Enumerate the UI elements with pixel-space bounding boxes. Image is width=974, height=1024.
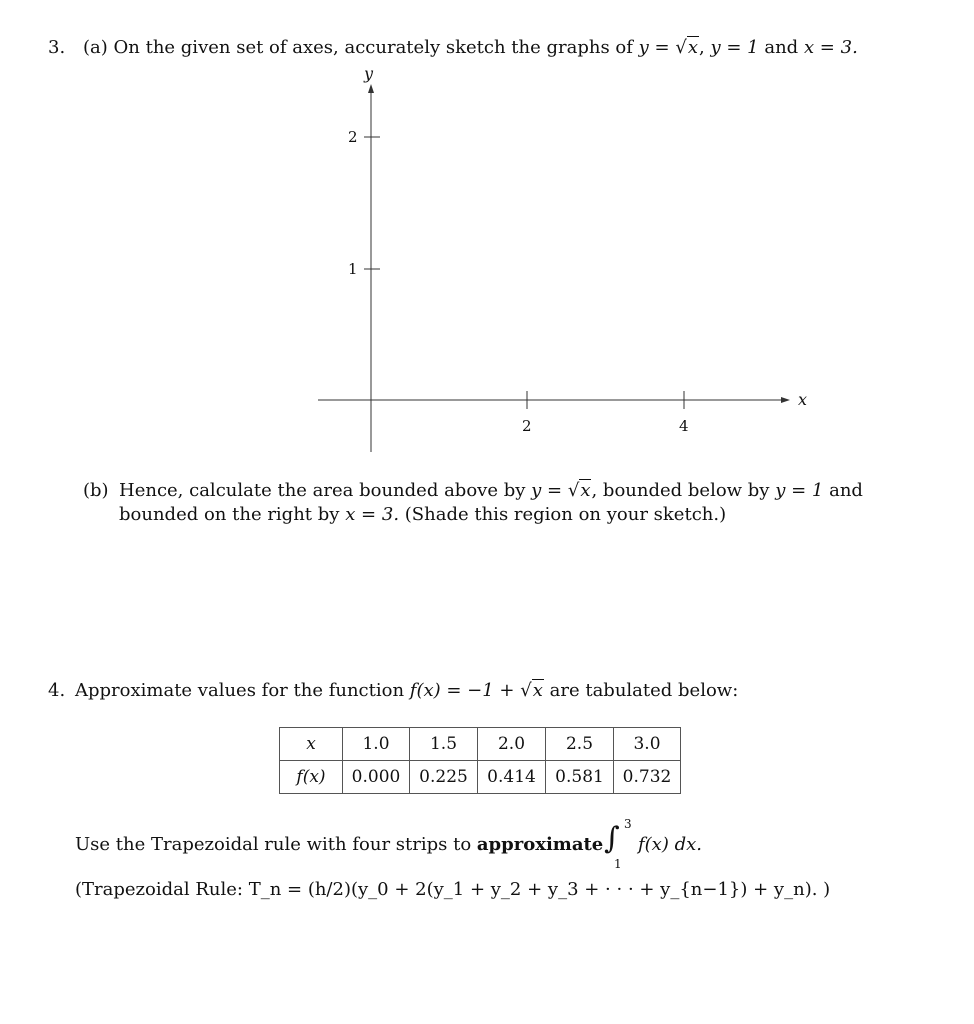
q4-intro-text: Approximate values for the function <box>75 680 405 701</box>
q3-eq1-rhs: x <box>687 37 698 58</box>
y-axis-arrow <box>368 84 374 93</box>
q4-instruction-text: Use the Trapezoidal rule with four strips to <box>75 834 472 855</box>
q4-number: 4. <box>48 680 66 701</box>
q3-part-b-line1: Hence, calculate the area bounded above by y = √x, bounded below by y = 1 and <box>119 480 863 501</box>
x-tick-label-2: 2 <box>522 417 532 435</box>
q3-b-eq1-rhs: x <box>580 480 591 501</box>
table-cell: 2.0 <box>478 728 546 761</box>
y-tick-label-2: 2 <box>348 128 358 146</box>
q3-number: 3. <box>48 37 66 58</box>
x-tick-label-4: 4 <box>679 417 689 435</box>
sketch-axes <box>0 0 974 470</box>
sqrt-expression: √x <box>675 37 698 58</box>
x-axis-label: x <box>798 390 808 409</box>
table-cell: 3.0 <box>614 728 681 761</box>
table-cell: 0.414 <box>478 761 546 794</box>
integrand: f(x) dx. <box>638 834 702 855</box>
q3-b-eq2: y = 1 <box>775 480 824 501</box>
q4-intro-text-2: are tabulated below: <box>549 680 739 701</box>
y-tick-label-1: 1 <box>348 260 358 278</box>
integral-lower-limit: 1 <box>614 857 622 871</box>
table-cell: 0.000 <box>343 761 410 794</box>
q3-b-eq1-lhs: y <box>531 480 542 501</box>
integral-sign: ∫ <box>604 821 620 856</box>
table-header-f: f(x) <box>280 761 343 794</box>
table-row-x <box>280 728 681 761</box>
x-axis-arrow <box>781 397 790 403</box>
q3-b-and: and <box>829 480 863 501</box>
q4-instruction-bold: approximate <box>476 834 604 855</box>
table-cell: 2.5 <box>546 728 614 761</box>
q4-sqrt-var: x <box>532 680 543 701</box>
q3-eq1-lhs: y <box>638 37 649 58</box>
q3-part-b-label: (b) <box>83 480 109 501</box>
q3-eq3: x = 3. <box>803 37 858 58</box>
q3-part-a-line: (a) On the given set of axes, accurately sketch the graphs of y = √x, y = 1 and x = 3. <box>83 37 858 58</box>
table-cell: 1.0 <box>343 728 410 761</box>
sqrt-expression: √x <box>520 680 543 701</box>
q3-and: and <box>764 37 799 58</box>
table-header-x: x <box>280 728 343 761</box>
q3-part-b-line2 <box>119 504 726 526</box>
sqrt-expression: √x <box>567 480 591 501</box>
q4-intro <box>75 680 738 702</box>
table-cell: 1.5 <box>410 728 478 761</box>
q3-b-text-1: Hence, calculate the area bounded above by <box>119 480 526 501</box>
q3-b-eq3: x = 3. <box>345 504 400 525</box>
table-row-f <box>280 761 681 794</box>
values-table <box>279 727 681 794</box>
table-cell: 0.225 <box>410 761 478 794</box>
q3-eq2: y = 1 <box>710 37 759 58</box>
y-axis-label: y <box>364 64 374 83</box>
q3-part-a-label: (a) <box>83 37 108 58</box>
integral-upper-limit: 3 <box>624 817 632 831</box>
trapezoidal-rule: (Trapezoidal Rule: T_n = (h/2)(y_0 + 2(y_1 + y_2 + y_3 + · · · + y_{n−1}) + y_n). ) <box>75 879 831 900</box>
q3-b-text-3: bounded on the right by <box>119 504 340 525</box>
q3-b-text-2: , bounded below by <box>591 480 770 501</box>
q3-b-text-4: (Shade this region on your sketch.) <box>404 504 727 525</box>
q3-part-a-text: On the given set of axes, accurately sketch the graphs of <box>113 37 633 58</box>
table-cell: 0.581 <box>546 761 614 794</box>
q4-instruction <box>75 834 603 856</box>
table-cell: 0.732 <box>614 761 681 794</box>
q4-function: f(x) = −1 + <box>409 680 515 701</box>
